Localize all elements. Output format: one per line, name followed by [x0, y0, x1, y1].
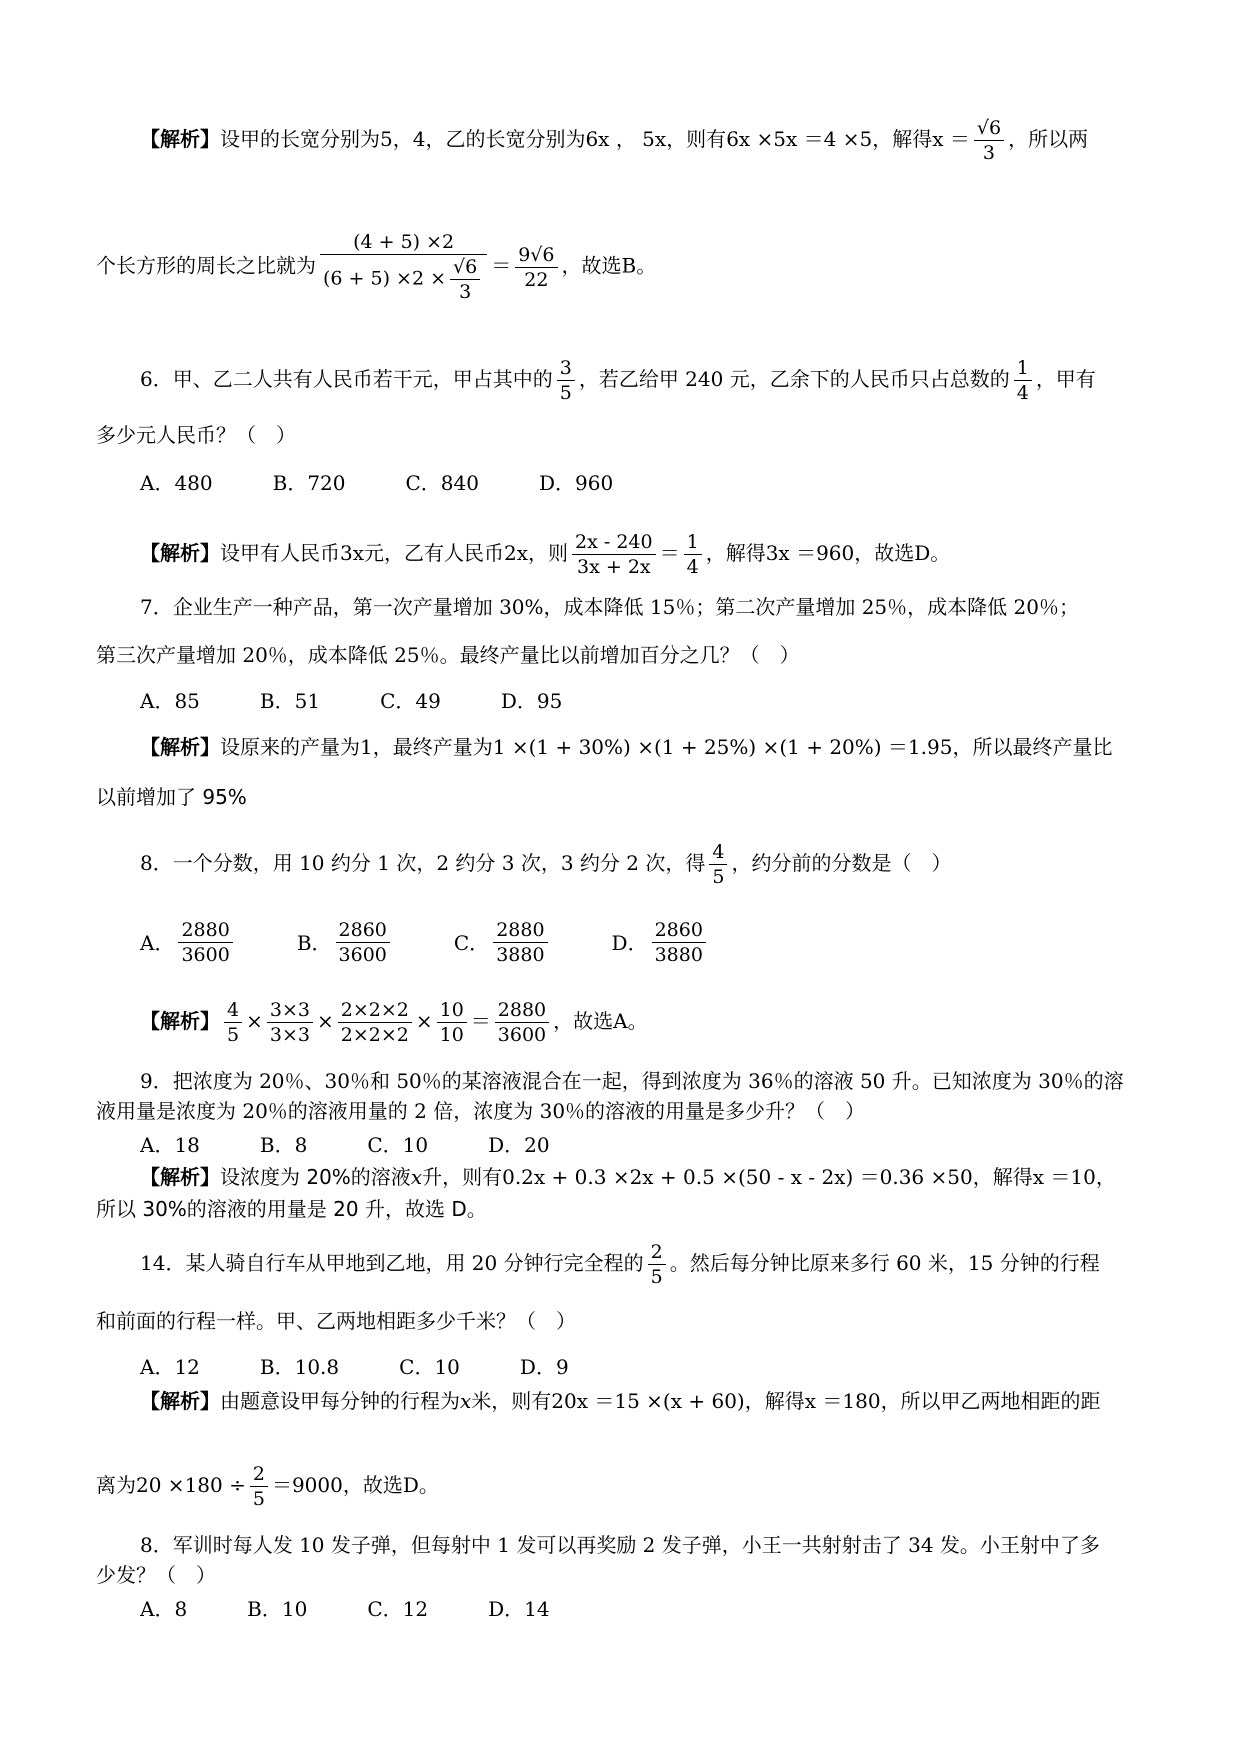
math-expression: x ＝180 [804, 1389, 881, 1413]
fraction [557, 356, 575, 405]
solution-text: ，故选 [553, 1009, 614, 1033]
times-sign: × [316, 1009, 334, 1033]
option-label: D． [611, 930, 648, 955]
option-a [140, 918, 237, 967]
solution-text: ，则有 [666, 127, 727, 151]
math-expression: 0.2x + 0.3 ×2x + 0.5 ×(50 - x - 2x) ＝0.36 ×50 [502, 1165, 973, 1189]
fraction [437, 998, 467, 1047]
question-14-line2: 和前面的行程一样。甲、乙两地相距多少千米？（ ） [96, 1309, 576, 1333]
option-b [297, 918, 394, 967]
fraction-numerator: √6 [974, 116, 1004, 141]
question-8-line1 [140, 840, 1152, 889]
fraction [250, 1462, 268, 1511]
question-text: ，若乙给甲 240 元，乙余下的人民币只占总数的 [578, 367, 1010, 391]
solution-text: ，故选 [854, 541, 915, 565]
question-9-line2: 液用量是浓度为 20％的溶液用量的 2 倍，浓度为 30％的溶液的用量是多少升？（ ） [96, 1099, 866, 1123]
question-7-line2: 第三次产量增加 20％，成本降低 25％。最终产量比以前增加百分之几？（ ） [96, 643, 800, 667]
solution-q6 [140, 530, 1152, 579]
question-7-options [140, 686, 1152, 716]
equals-sign: ＝ [470, 1009, 491, 1033]
solution-q14-line2 [96, 1462, 1152, 1511]
solution-q8 [140, 998, 1152, 1047]
question-text: ，甲有 [1035, 367, 1096, 391]
option-d: D．14 [488, 1597, 550, 1621]
answer-letter: B。 [621, 253, 657, 278]
fraction-denominator: 3 [982, 142, 996, 164]
fraction-denominator: 5 [559, 382, 572, 404]
solution-text: ，故选 [561, 253, 622, 278]
fraction-numerator: 3 [557, 356, 575, 381]
solution-text: 设原来的产量为 [220, 735, 360, 759]
solution-text: 个长方形的周长之比就为 [96, 253, 316, 278]
solution-text: 设甲有人民币 [220, 541, 340, 565]
question-text: ，约分前的分数是（ ） [731, 851, 952, 875]
solution-text: ， [1095, 1165, 1116, 1189]
solution-tag: 【解析】 [140, 127, 220, 151]
fraction [178, 918, 232, 967]
question-8b-options [140, 1594, 1152, 1624]
solution-text: 最终产量为 [392, 735, 493, 759]
question-7-line1: 7．企业生产一种产品，第一次产量增加 30%，成本降低 15％；第二次产量增加 25％，成本降低 20％； [140, 595, 1079, 619]
times-sign: × [246, 1009, 263, 1033]
fraction [338, 998, 412, 1047]
fraction-numerator: 4 [709, 840, 727, 865]
fraction-denominator: 4 [1016, 382, 1029, 404]
fraction-numerator: 2860 [652, 918, 706, 943]
option-b: B．10.8 [259, 1355, 340, 1379]
solution-text: ，所以两 [1008, 127, 1089, 151]
times-sign: × [415, 1009, 433, 1033]
question-8b-line1: 8．军训时每人发 10 发子弹，但每射中 1 发可以再奖励 2 发子弹，小王一共射射击了 34 发。小王射中了多 [140, 1533, 1100, 1557]
fraction-numerator: 2880 [178, 918, 232, 943]
fraction-denominator: 5 [227, 1024, 240, 1046]
option-d: D．9 [519, 1355, 569, 1379]
fraction-numerator: 2880 [493, 918, 547, 943]
option-a: A．8 [140, 1597, 188, 1621]
solution-text: 设甲的长宽分别为 [220, 127, 380, 151]
question-text: 6．甲、乙二人共有人民币若干元，甲占其中的 [140, 367, 553, 391]
question-8b-line2: 少发？（ ） [96, 1563, 216, 1587]
option-c: C．10 [367, 1133, 429, 1157]
variable-x: x [460, 1389, 472, 1413]
option-c [454, 918, 552, 967]
question-text: 8．一个分数，用 10 约分 1 次，2 约分 3 次，3 约分 2 次，得 [140, 851, 706, 875]
option-b: B．720 [272, 471, 346, 495]
solution-text: 1， [360, 735, 393, 759]
option-c: C．49 [380, 689, 441, 713]
solution-text: ，解得 [972, 1165, 1033, 1189]
option-label: A． [140, 930, 175, 955]
option-b: B．8 [259, 1133, 308, 1157]
solution-tag: 【解析】 [140, 1009, 220, 1033]
option-c: C．12 [367, 1597, 429, 1621]
question-text: 14．某人骑自行车从甲地到乙地，用 20 分钟行完全程的 [140, 1251, 644, 1275]
solution-text: ，所以最终产量比 [952, 735, 1113, 759]
option-c: C．10 [399, 1355, 460, 1379]
answer-letter: D。 [914, 541, 951, 565]
solution-text: ，解得 [705, 541, 766, 565]
solution-text: ，故选 [342, 1473, 403, 1497]
fraction-denominator: 3880 [496, 944, 545, 966]
fraction-numerator: 2x - 240 [572, 530, 656, 555]
answer-letter: A。 [613, 1009, 648, 1033]
fraction [515, 243, 557, 292]
fraction-denominator: 3600 [338, 944, 387, 966]
math-expression: 20x ＝15 ×(x + 60) [551, 1389, 745, 1413]
option-b: B．51 [259, 689, 321, 713]
option-label: C． [453, 930, 490, 955]
fraction-denominator: 5 [252, 1488, 265, 1510]
solution-tag: 【解析】 [140, 541, 220, 565]
fraction-numerator: 2860 [336, 918, 390, 943]
solution-text: 离为 [96, 1473, 136, 1497]
math-expression: 6x ， 5x [585, 127, 667, 151]
option-d: D．960 [538, 471, 614, 495]
option-a: A．85 [140, 689, 200, 713]
fraction-denominator: 3×3 [269, 1024, 310, 1046]
fraction-denominator: 3600 [497, 1024, 547, 1046]
fraction-denominator: 10 [439, 1024, 464, 1046]
option-label: B． [296, 930, 332, 955]
fraction [493, 918, 547, 967]
fraction-denominator: 3 [459, 281, 472, 303]
question-8-options [140, 918, 1152, 967]
fraction [648, 1240, 666, 1289]
fraction-numerator: 2 [250, 1462, 268, 1487]
answer-letter: D。 [402, 1473, 439, 1497]
math-expression: 2x [504, 541, 529, 565]
math-expression: x ＝10 [1032, 1165, 1096, 1189]
fraction-numerator: 9√6 [515, 243, 557, 268]
fraction [974, 116, 1004, 165]
fraction [224, 998, 242, 1047]
solution-q5-line2 [96, 230, 1152, 304]
option-a: A．18 [140, 1133, 200, 1157]
question-6-line2: 多少元人民币？（ ） [96, 423, 296, 447]
fraction-numerator: 2×2×2 [338, 998, 412, 1023]
equals-sign: ＝ [659, 541, 680, 565]
solution-text: 由题意设甲每分钟的行程为 [220, 1389, 460, 1413]
math-expression: 20 ×180 ÷ [136, 1473, 246, 1497]
fraction-denominator: 2×2×2 [340, 1024, 409, 1046]
fraction [495, 998, 549, 1047]
fraction-numerator: 2 [648, 1240, 666, 1265]
fraction [572, 530, 656, 579]
option-d: D．20 [488, 1133, 550, 1157]
solution-q5-line1 [140, 116, 1152, 165]
fraction-numerator: √6 [450, 255, 480, 280]
question-9-line1: 9．把浓度为 20％、30％和 50％的某溶液混合在一起，得到浓度为 36％的溶液 50 升。已知浓度为 30％的溶 [140, 1069, 1124, 1093]
question-text: 。然后每分钟比原来多行 60 米，15 分钟的行程 [669, 1251, 1100, 1275]
fraction-denominator: 5 [650, 1266, 663, 1288]
option-d [612, 918, 710, 967]
fraction [267, 998, 313, 1047]
variable-x: x [410, 1165, 423, 1189]
question-9-options [140, 1130, 1152, 1160]
solution-q9-line1 [140, 1162, 1152, 1192]
fraction-denominator [320, 255, 487, 304]
solution-tag: 【解析】 [140, 735, 220, 759]
math-expression: x ＝ [932, 127, 970, 151]
solution-text: ，解得 [744, 1389, 805, 1413]
fraction-denominator: 5 [712, 866, 725, 888]
solution-q9-line2: 所以 30%的溶液的用量是 20 升，故选 D。 [96, 1197, 487, 1221]
solution-text: 乙的长宽分别为 [445, 127, 586, 151]
fraction-numerator: 2880 [495, 998, 549, 1023]
fraction-denominator: 3880 [654, 944, 703, 966]
solution-text: 5，4， [380, 127, 446, 151]
solution-text: ，则 [528, 541, 569, 565]
fraction-denominator: 22 [524, 268, 549, 291]
solution-text: 米，则有 [471, 1389, 552, 1413]
solution-q7-line2: 以前增加了 95% [96, 785, 247, 809]
question-14-line1 [140, 1240, 1152, 1289]
fraction-denominator-part: (6 + 5) ×2 × [323, 267, 447, 290]
option-d: D．95 [500, 689, 563, 713]
solution-text: 元，乙有人民币 [364, 541, 505, 565]
solution-tag: 【解析】 [140, 1165, 220, 1189]
fraction [684, 530, 702, 579]
question-14-options [140, 1352, 1152, 1382]
solution-q7-line1 [140, 732, 1152, 762]
math-expression: 6x ×5x ＝4 ×5 [726, 127, 873, 151]
fraction-numerator: 1 [684, 530, 702, 555]
fraction-numerator: 3×3 [267, 998, 313, 1023]
solution-text: ，解得 [872, 127, 933, 151]
fraction-denominator: 3600 [181, 944, 230, 966]
fraction [709, 840, 727, 889]
fraction-denominator: 3x + 2x [577, 556, 651, 578]
math-expression: 1 ×(1 + 30%) ×(1 + 25%) ×(1 + 20%) ＝1.95 [492, 735, 953, 759]
fraction-denominator: 4 [686, 556, 699, 578]
option-b: B．10 [247, 1597, 308, 1621]
solution-text: 升，则有 [422, 1165, 503, 1189]
solution-q14-line1 [140, 1386, 1152, 1416]
solution-text: ，所以甲乙两地相距的距 [880, 1389, 1101, 1413]
equals-sign: ＝ [491, 253, 512, 278]
math-expression: 3x [340, 541, 365, 565]
fraction [1014, 356, 1032, 405]
fraction-numerator: 10 [437, 998, 467, 1023]
fraction-numerator: 4 [224, 998, 242, 1023]
solution-text: 设浓度为 20%的溶液 [220, 1165, 411, 1189]
solution-tag: 【解析】 [140, 1389, 220, 1413]
option-a: A．480 [140, 471, 213, 495]
fraction-numerator: 1 [1014, 356, 1032, 381]
question-6-options [140, 468, 1152, 498]
fraction [450, 255, 480, 304]
option-a: A．12 [140, 1355, 200, 1379]
option-c: C．840 [405, 471, 479, 495]
math-expression: ＝9000 [271, 1473, 343, 1497]
fraction-numerator: (4 + 5) ×2 [320, 230, 487, 255]
math-expression: 3x ＝960 [765, 541, 855, 565]
fraction [652, 918, 706, 967]
fraction [320, 230, 487, 304]
fraction [336, 918, 390, 967]
question-6-line1 [140, 356, 1152, 405]
